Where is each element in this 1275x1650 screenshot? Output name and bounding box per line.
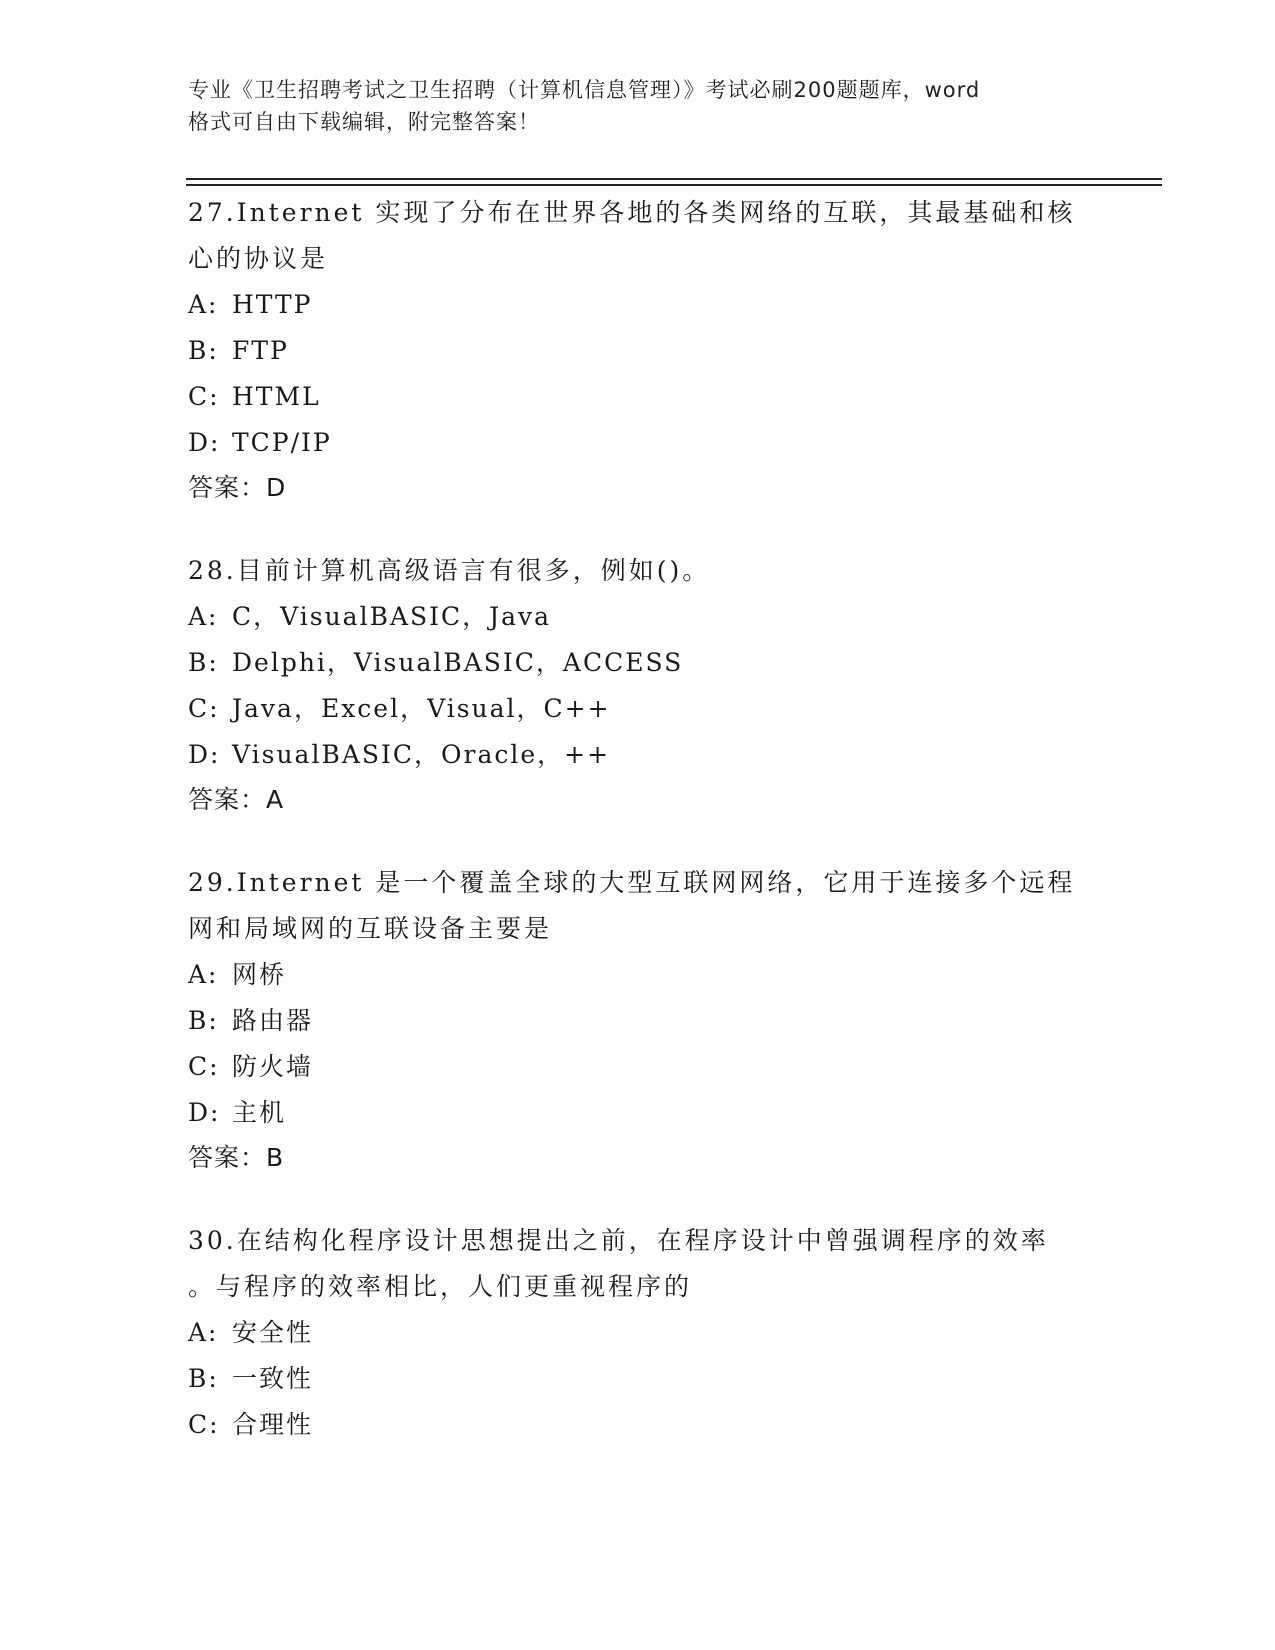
question-30 (188, 1218, 1088, 1448)
option-letter: B: (188, 648, 219, 677)
option-letter: B: (188, 1364, 219, 1393)
option-text: 网桥 (232, 960, 287, 989)
option-a (188, 1310, 1088, 1356)
option-b (188, 328, 1088, 374)
answer-line: 答案：B (188, 1143, 285, 1172)
option-text: C，VisualBASIC，Java (232, 602, 552, 631)
option-d (188, 732, 1088, 778)
question-29 (188, 860, 1088, 1180)
question-text-line-2: 网和局域网的互联设备主要是 (188, 914, 553, 943)
answer-line: 答案：D (188, 473, 287, 502)
option-letter: C: (188, 694, 220, 723)
option-text: 防火墙 (232, 1052, 314, 1081)
option-text: 合理性 (232, 1410, 314, 1439)
question-28 (188, 548, 1088, 822)
option-a (188, 594, 1088, 640)
header-line-2: 格式可自由下载编辑，附完整答案！ (188, 110, 540, 134)
option-b (188, 998, 1088, 1044)
option-text: 安全性 (232, 1318, 314, 1347)
option-text: HTTP (232, 290, 313, 319)
option-b (188, 640, 1088, 686)
option-letter: A: (188, 602, 219, 631)
option-a (188, 952, 1088, 998)
option-text: 路由器 (232, 1006, 314, 1035)
option-d (188, 420, 1088, 466)
option-text: FTP (232, 336, 289, 365)
option-letter: D: (188, 740, 221, 769)
option-letter: D: (188, 1098, 221, 1127)
option-text: VisualBASIC，Oracle，++ (232, 740, 611, 769)
question-text-line-1: 27.Internet 实现了分布在世界各地的各类网络的互联，其最基础和核 (188, 198, 1076, 227)
question-list (188, 190, 1088, 1486)
option-letter: A: (188, 290, 219, 319)
option-letter: A: (188, 1318, 219, 1347)
option-c (188, 374, 1088, 420)
option-text: Java，Excel，Visual，C++ (232, 694, 611, 723)
option-letter: B: (188, 1006, 219, 1035)
option-c (188, 1044, 1088, 1090)
option-b (188, 1356, 1088, 1402)
question-text-line-1: 29.Internet 是一个覆盖全球的大型互联网网络，它用于连接多个远程 (188, 868, 1076, 897)
header-line-1: 专业《卫生招聘考试之卫生招聘（计算机信息管理）》考试必刷200题题库，word (188, 78, 981, 102)
option-letter: D: (188, 428, 221, 457)
option-a (188, 282, 1088, 328)
option-c (188, 686, 1088, 732)
option-text: 主机 (232, 1098, 287, 1127)
option-letter: C: (188, 1052, 220, 1081)
question-text-line-1: 30.在结构化程序设计思想提出之前，在程序设计中曾强调程序的效率 (188, 1226, 1049, 1255)
question-text-line-1: 28.目前计算机高级语言有很多，例如()。 (188, 556, 711, 585)
header-divider-top (186, 178, 1162, 180)
option-text: Delphi，VisualBASIC，ACCESS (232, 648, 684, 677)
document-header (188, 74, 1088, 138)
answer-line: 答案：A (188, 785, 285, 814)
option-letter: A: (188, 960, 219, 989)
option-d (188, 1090, 1088, 1136)
option-c (188, 1402, 1088, 1448)
header-divider-bottom (186, 184, 1162, 186)
option-text: TCP/IP (232, 428, 332, 457)
option-letter: C: (188, 1410, 220, 1439)
question-text-line-2: 心的协议是 (188, 244, 329, 273)
option-text: HTML (232, 382, 321, 411)
option-text: 一致性 (232, 1364, 314, 1393)
option-letter: B: (188, 336, 219, 365)
question-27 (188, 190, 1088, 510)
question-text-line-2: 。与程序的效率相比，人们更重视程序的 (188, 1272, 693, 1301)
option-letter: C: (188, 382, 220, 411)
